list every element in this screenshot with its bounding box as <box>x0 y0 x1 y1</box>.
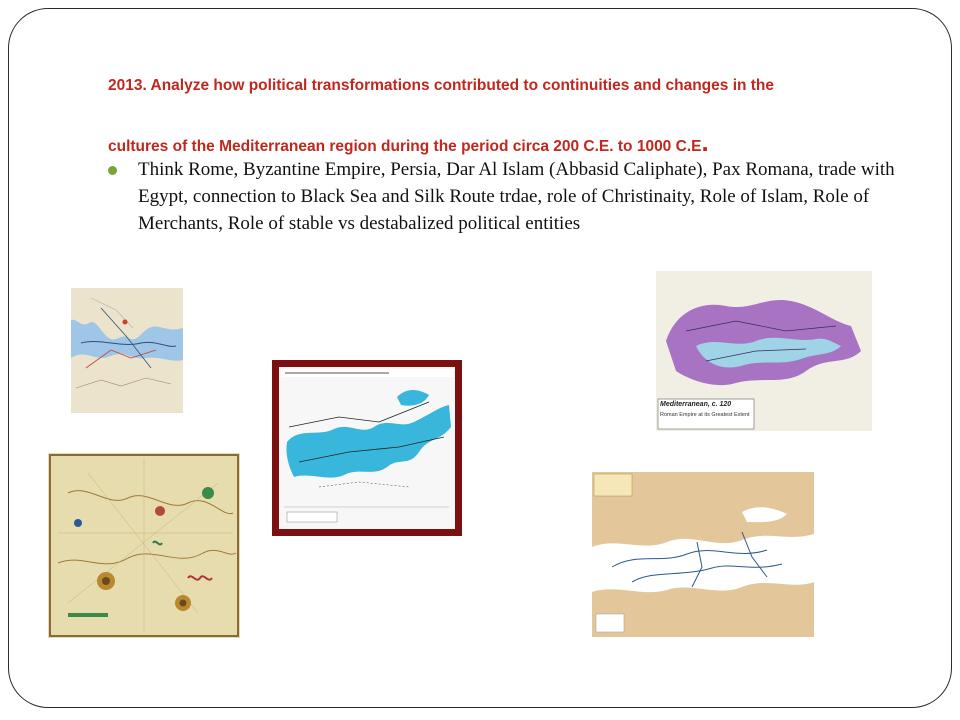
map-roman-empire <box>656 271 872 431</box>
map-portolan-chart <box>48 453 240 638</box>
roman-empire-caption: Mediterranean, c. 120 <box>660 401 732 408</box>
heading-end-mark: . <box>701 127 709 157</box>
bullet-text: Think Rome, Byzantine Empire, Persia, Dar Al Islam (Abbasid Caliphate), Pax Romana, trade with Egypt, connection to Black Sea and Silk Route trdae, role of Christinaity, Role of Islam, Role of Merchants, Role of stable vs destabalized political entities <box>138 159 895 234</box>
bullet-item <box>108 156 908 237</box>
bullet-dot-icon <box>108 166 117 175</box>
map-mediterranean-trade <box>272 360 462 536</box>
roman-empire-subcaption: Roman Empire at its Greatest Extent <box>660 412 750 418</box>
heading-line-1: 2013. Analyze how political transformations contributed to continuities and changes in the <box>108 77 775 94</box>
map-mediterranean-routes <box>592 472 814 637</box>
map-trade-routes-small <box>71 288 183 413</box>
heading-line-2-text: cultures of the Mediterranean region during the period circa 200 C.E. to 1000 C.E <box>108 138 702 155</box>
